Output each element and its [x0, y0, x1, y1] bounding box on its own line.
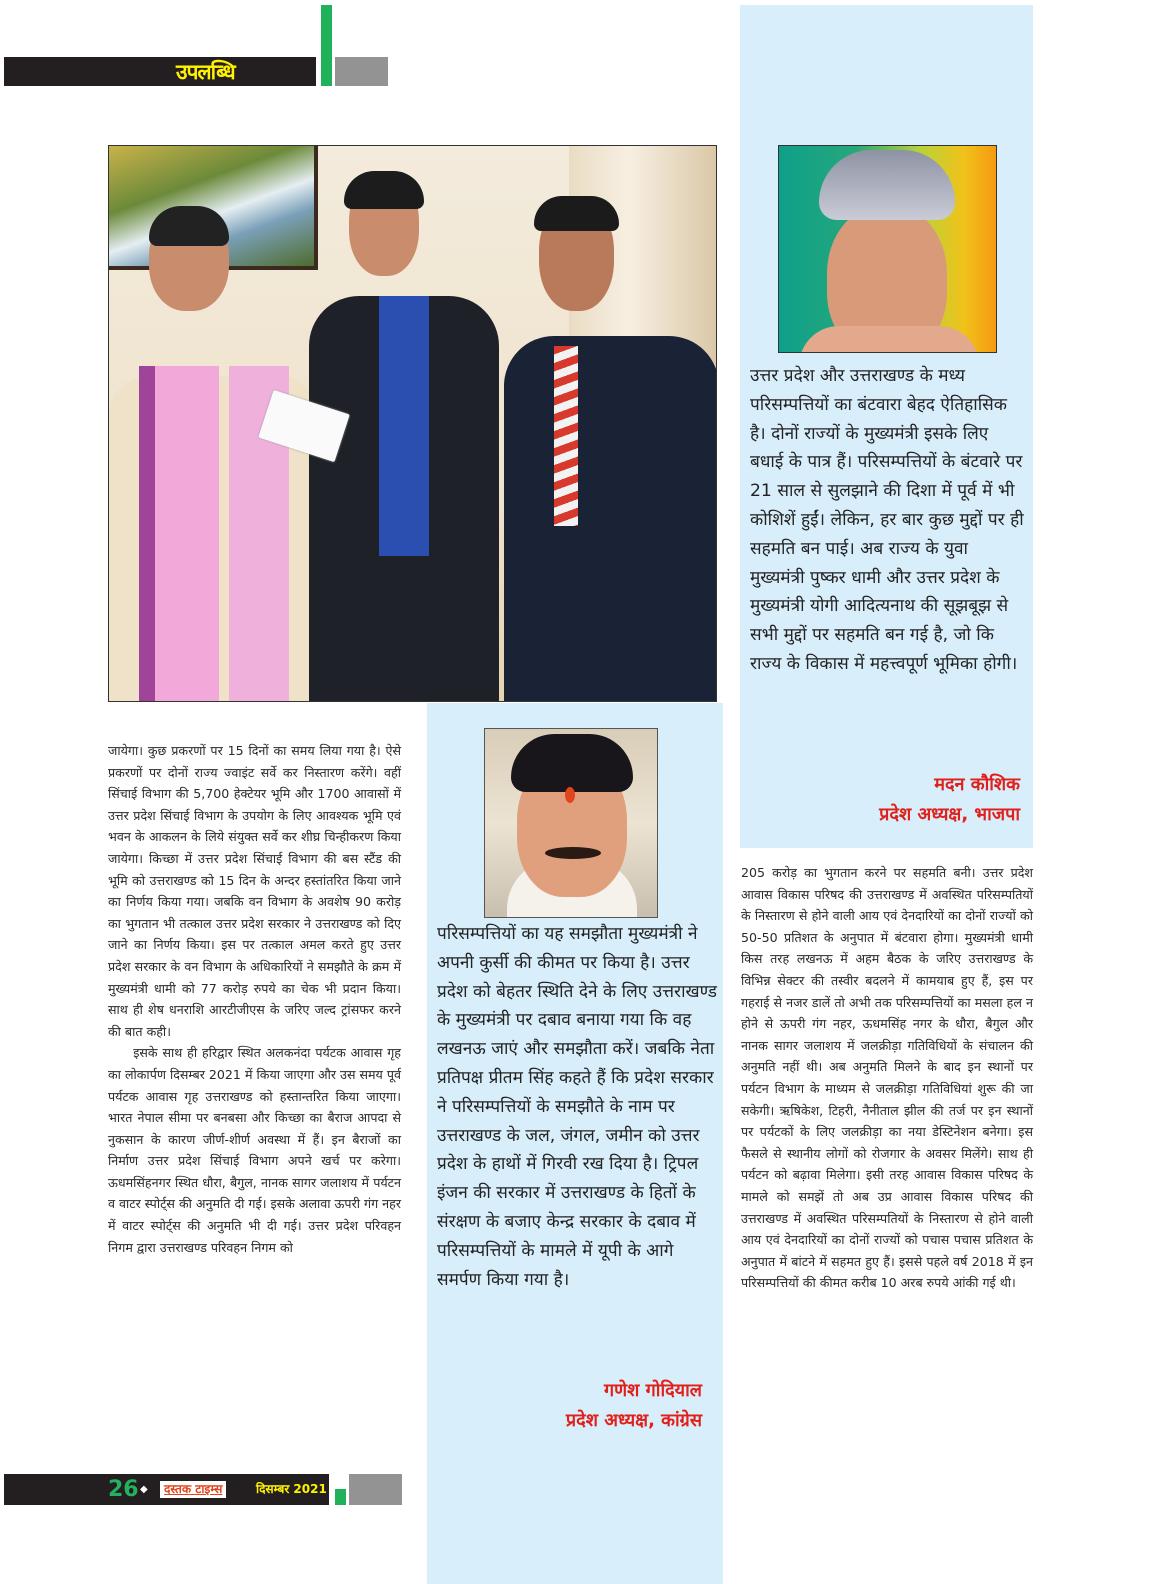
person-right-hair	[534, 196, 619, 231]
portrait-madan-kaushik	[778, 145, 997, 353]
footer-accent-green	[335, 1489, 346, 1505]
person-right-suit	[504, 336, 717, 702]
main-photo	[108, 145, 717, 702]
section-title: उपलब्धि	[176, 60, 235, 84]
publication-logo: दस्तक टाइम्स	[160, 1481, 226, 1498]
byline-designation: प्रदेश अध्यक्ष, कांग्रेस	[565, 1410, 702, 1431]
byline-name: मदन कौशिक	[934, 774, 1020, 795]
person-center-hair	[344, 171, 424, 209]
byline-kaushik	[760, 770, 1020, 830]
article-paragraph: 205 करोड़ का भुगतान करने पर सहमति बनी। उत्तर प्रदेश आवास विकास परिषद की उत्तराखण्ड में अवस्थित परिसम्पतियों के निस्तारण से होने वाली आय एवं देनदारियों का दोनों राज्यों को 50-50 प्रतिशत के अनुपात में बंटवारा होगा। मुख्यमंत्री धामी किस तरह लखनऊ में अहम बैठक के जरिए उत्तराखण्ड के विभिन्न सेक्टर की तस्वीर बदलने में कामयाब हुए हैं, इस पर गहराई से नजर डालें तो अभी तक परिसम्पत्तियों का मसला हल न होने से ऊपरी गंग नहर, ऊधमसिंह नगर के धौरा, बैगुल और नानक सागर जलाशय में जलक्रीड़ा गतिविधियों के संचालन की अनुमति नहीं थी। अब अनुमति मिलने के बाद इन स्थानों पर पर्यटन विभाग के माध्यम से जलक्रीड़ा गतिविधियां शुरू की जा सकेगी। ऋषिकेश, टिहरी, नैनीताल झील की तर्ज पर इन स्थानों पर पर्यटकों के लिए जलक्रीड़ा का नया डेस्टिनेशन बनेगा। इस फैसले से स्थानीय लोगों को रोजगार के अवसर मिलेंगे। साथ ही पर्यटन को बढ़ावा मिलेगा। इसी तरह आवास विकास परिषद के मामले को समझें तो अब उप्र आवास विकास परिषद की उत्तराखण्ड में अवस्थित परिसम्पतियों के निस्तारण से होने वाली आय एवं देनदारियों का दोनों राज्यों को पचास पचास प्रतिशत के अनुपात में बांटने में सहमत हुए हैं। इससे पहले वर्ष 2018 में इन परिसम्पत्तियों की कीमत करीब 10 अरब रुपये आंकी गई थी।	[741, 865, 1033, 1291]
article-column-right	[741, 862, 1033, 1294]
pink-scarf	[139, 366, 219, 702]
byline-designation: प्रदेश अध्यक्ष, भाजपा	[879, 804, 1020, 825]
article-paragraph: इसके साथ ही हरिद्वार स्थित अलकनंदा पर्यटक आवास गृह का लोकार्पण दिसम्बर 2021 में किया जाएगा और उस समय पूर्व पर्यटक आवास गृह उत्तराखण्ड को हस्तान्तरित किया जाएगा। भारत नेपाल सीमा पर बनबसा और किच्छा का बैराज आपदा से नुकसान के कारण जीर्ण-शीर्ण अवस्था में हैं। इन बैराजों का निर्माण उत्तर प्रदेश सिंचाई विभाग अपने खर्च पर करेगा। ऊधमसिंहनगर स्थित धौरा, बैगुल, नानक सागर जलाशय में पर्यटन व वाटर स्पोर्ट्स की अनुमति दी गई। इसके अलावा ऊपरी गंग नहर में वाटर स्पोर्ट्स की अनुमति भी दी गई। उत्तर प्रदेश परिवहन निगम द्वारा उत्तराखण्ड परिवहन निगम को	[108, 1045, 402, 1255]
footer-separator-icon: ◆	[140, 1484, 148, 1495]
header-accent-gray	[335, 57, 388, 86]
section-header-bar	[4, 57, 316, 86]
person-center-shirt	[379, 296, 429, 556]
portrait-ganesh-godiyal	[484, 728, 658, 918]
portrait-shoulders	[799, 326, 979, 353]
footer-accent-gray	[349, 1474, 402, 1505]
portrait-hair	[511, 734, 633, 792]
article-column-left	[108, 740, 401, 1258]
byline-godiyal	[440, 1376, 702, 1436]
moustache	[545, 847, 601, 859]
byline-name: गणेश गोदियाल	[604, 1380, 702, 1401]
quote-godiyal-text: परिसम्पत्तियों का यह समझौता मुख्यमंत्री ने अपनी कुर्सी की कीमत पर किया है। उत्तर प्रदेश को बेहतर स्थिति देने के लिए उत्तराखण्ड के मुख्यमंत्री पर दबाव बनाया गया कि वह लखनऊ जाएं और समझौता करें। जबकि नेता प्रतिपक्ष प्रीतम सिंह कहते हैं कि प्रदेश सरकार ने परिसम्पत्तियों के समझौते के नाम पर उत्तराखण्ड के जल, जंगल, जमीन को उत्तर प्रदेश के हाथों में गिरवी रख दिया है। ट्रिपल इंजन की सरकार में उत्तराखण्ड के हितों के संरक्षण के बजाए केन्द्र सरकार के दबाव में परिसम्पत्तियों के मामले में यूपी के आगे समर्पण किया गया है।	[437, 924, 717, 1290]
header-accent-green	[321, 5, 332, 86]
person-right-tie	[554, 346, 578, 526]
tilak-mark	[565, 787, 575, 803]
article-paragraph: जायेगा। कुछ प्रकरणों पर 15 दिनों का समय लिया गया है। ऐसे प्रकरणों पर दोनों राज्य ज्वाइंट सर्वे कर निस्तारण करेंगे। वहीं सिंचाई विभाग की 5,700 हेक्टेयर भूमि और 1700 आवासों में उत्तर प्रदेश सिंचाई विभाग के उपयोग के लिए आवश्यक भूमि एवं भवन के आकलन के लिये संयुक्त सर्वे कर शीघ्र चिन्हीकरण किया जायेगा। किच्छा में उत्तर प्रदेश सिंचाई विभाग की बस स्टैंड की भूमि को उत्तराखण्ड को 15 दिन के अन्दर हस्तांतरित किया जाने का निर्णय किया गया। जबकि वन विभाग के अवशेष 90 करोड़ का भुगतान भी तत्काल उत्तर प्रदेश सरकार ने उत्तराखण्ड को दिए जाने का निर्णय किया। इस पर तत्काल अमल करते हुए उत्तर प्रदेश सरकार के वन विभाग के अधिकारियों ने समझौते के क्रम में मुख्यमंत्री धामी को 77 करोड़ रुपये का चेक भी प्रदान किया। साथ ही शेष धनराशि आरटीजीएस के जरिए जल्द ट्रांसफर करने की बात कही।	[108, 743, 401, 1039]
quote-kaushik-text: उत्तर प्रदेश और उत्तराखण्ड के मध्य परिसम्पत्तियों का बंटवारा बेहद ऐतिहासिक है। दोनों राज्यों के मुख्यमंत्री इसके लिए बधाई के पात्र हैं। परिसम्पत्तियों के बंटवारे पर 21 साल से सुलझाने की दिशा में पूर्व में भी कोशिशें हुईं। लेकिन, हर बार कुछ मुद्दों पर ही सहमति बन पाई। अब राज्य के युवा मुख्यमंत्री पुष्कर धामी और उत्तर प्रदेश के मुख्यमंत्री योगी आदित्यनाथ की सूझबूझ से सभी मुद्दों पर सहमति बन गई है, जो कि राज्य के विकास में महत्त्वपूर्ण भूमिका होगी।	[750, 366, 1024, 674]
portrait-hair	[819, 150, 955, 220]
issue-date: दिसम्बर 2021	[256, 1482, 327, 1496]
page-number: 26	[108, 1477, 139, 1502]
